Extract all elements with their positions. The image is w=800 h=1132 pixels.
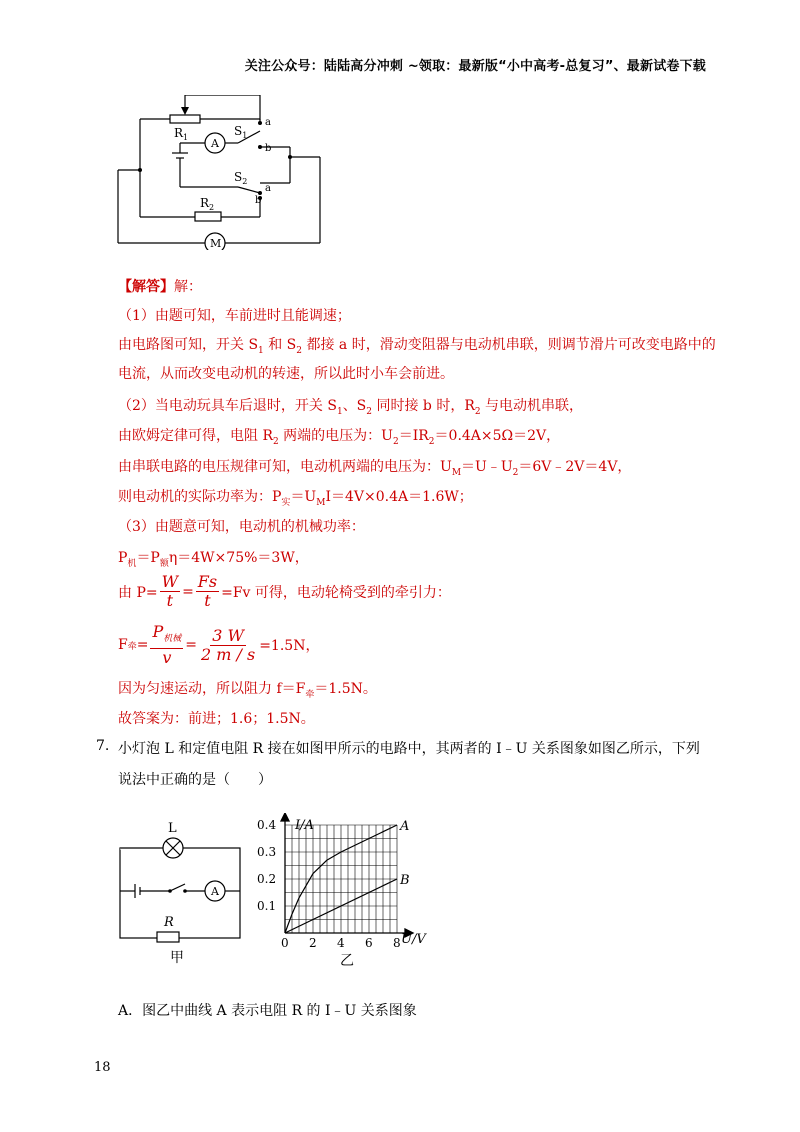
svg-text:R2: $R_2$ [200, 196, 215, 212]
x-tick-label: 2 [309, 936, 317, 950]
question-text: 小灯泡 L 和定值电阻 R 接在如图甲所示的电路中，其两者的 I﹣U 关系图象如图乙所示，下列 [118, 741, 700, 757]
svg-text:b: b [255, 195, 262, 206]
svg-text:a: a [265, 183, 271, 194]
page-number: 18 [94, 1060, 111, 1075]
answer-line: 由电路图可知，开关 $S_1$ 和 $S_2$ 都接 a 时，滑动变阻器与电动机串联，则调节滑片可改变电路中的 [118, 337, 716, 356]
x-axis-label: U/V [401, 932, 426, 947]
fraction: $\frac{Fs}{t}$ [197, 572, 218, 610]
svg-text:S1: $S_1$ [234, 124, 248, 140]
svg-text:a: a [265, 117, 271, 128]
answer-formula-force: F 牵 = $\frac{P_{机械}}{v}$ = $\frac{3 W}{2 m / s}$ =1.5N， [118, 622, 320, 668]
circuit-diagram-1 [110, 95, 330, 250]
svg-text:R1: $R_1$ [174, 126, 189, 142]
wire [185, 95, 260, 120]
answer-line: 由欧姆定律可得，电阻 $R_2$ 两端的电压为：$U_2=IR_2=0.4A\times 5\Omega=2V$， [118, 428, 561, 447]
svg-text:A: A [211, 137, 219, 150]
fraction: $\frac{P_{机械}}{v}$ [152, 622, 182, 668]
svg-text:M: M [210, 237, 222, 250]
svg-text:A: A [211, 885, 219, 898]
answer-line: 故答案为：前进；1.6；1.5N。 [118, 711, 315, 727]
x-tick-label: 4 [337, 936, 345, 950]
series-label-a: A [400, 819, 410, 834]
option-a[interactable]: A．图乙中曲线 A 表示电阻 R 的 I﹣U 关系图象 [118, 1003, 417, 1019]
iu-chart [255, 813, 445, 973]
chart-caption: 乙 [340, 953, 354, 969]
answer-line: 电流，从而改变电动机的转速，所以此时小车会前进。 [118, 366, 454, 382]
x-tick-label: 0 [281, 936, 289, 950]
answer-heading: 【解答】解： [118, 279, 202, 295]
y-axis-label: I/A [295, 818, 314, 833]
y-tick-label: 0.1 [257, 899, 277, 913]
answer-line: （1）由题可知，车前进时且能调速； [118, 308, 351, 324]
rheostat-r1 [170, 115, 200, 123]
series-label-b: B [400, 873, 410, 888]
page-header: 关注公众号：陆陆高分冲刺 ~领取：最新版“小中高考-总复习”、最新试卷下载 [244, 59, 706, 74]
fraction: $\frac{W}{t}$ [161, 572, 179, 610]
circuit-diagram-jia [115, 818, 245, 968]
svg-text:R: R [164, 915, 174, 930]
question-text: 说法中正确的是（ ） [118, 772, 272, 788]
fraction: $\frac{3 W}{2 m / s}$ [200, 625, 256, 664]
chart-grid [285, 825, 397, 933]
resistor-r2 [195, 212, 221, 221]
svg-text:S2: $S_2$ [234, 170, 248, 186]
answer-line: 因为匀速运动，所以阻力 $f=F_牵=1.5N$。 [118, 681, 377, 700]
y-tick-label: 0.2 [257, 872, 277, 886]
question-number: 7. [96, 738, 110, 754]
svg-text:b: b [265, 143, 272, 154]
answer-line: $P_机=P_额\eta=4W\times 75\%=3W$， [118, 550, 309, 569]
x-tick-label: 6 [365, 936, 373, 950]
answer-line: （3）由题意可知，电动机的机械功率： [118, 519, 365, 535]
svg-text:甲: 甲 [170, 950, 184, 966]
x-tick-label: 8 [393, 936, 401, 950]
y-tick-label: 0.4 [257, 818, 277, 832]
answer-line: 则电动机的实际功率为：$P_实=U_MI=4V\times 0.4A=1.6W$； [118, 489, 473, 508]
answer-formula-power: 由 P= $\frac{W}{t}$ = $\frac{Fs}{t}$ =Fv 可得，电动轮椅受到的牵引力： [118, 572, 451, 610]
y-tick-label: 0.3 [257, 845, 277, 859]
answer-line: （2）当电动玩具车后退时，开关 $S_1$、$S_2$ 同时接 b 时，$R_2$ 与电动机串联， [118, 398, 584, 417]
svg-text:L: L [168, 821, 177, 836]
answer-line: 由串联电路的电压规律可知，电动机两端的电压为：$U_M=U﹣U_2=6V﹣2V=4V$， [118, 459, 632, 478]
